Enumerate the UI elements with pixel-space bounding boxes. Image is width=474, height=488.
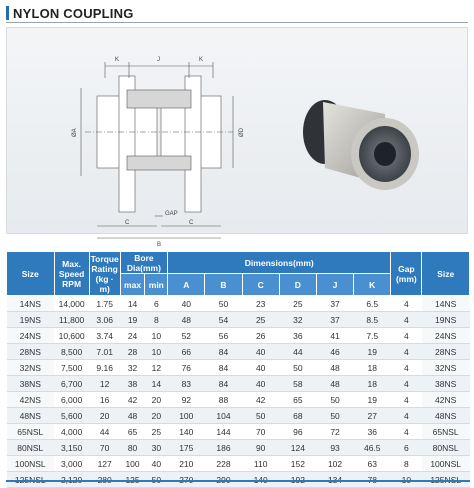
header-size: Size (7, 252, 55, 296)
table-cell: 3.74 (89, 328, 120, 344)
table-cell: 25 (242, 312, 279, 328)
table-cell: 37 (316, 296, 353, 312)
table-cell: 10,600 (54, 328, 89, 344)
subheader-min: min (145, 274, 168, 296)
table-cell: 32 (120, 360, 145, 376)
header-size-right: Size (422, 252, 470, 296)
table-cell: 70 (89, 440, 120, 456)
table-row (7, 456, 470, 472)
table-cell: 3.06 (89, 312, 120, 328)
table-cell: 65NSL (7, 424, 55, 440)
table-cell: 48 (316, 376, 353, 392)
table-cell: 100 (120, 456, 145, 472)
table-cell: 50 (205, 296, 242, 312)
table-cell: 4 (391, 312, 422, 328)
table-cell: 110 (242, 456, 279, 472)
table-cell: 84 (205, 360, 242, 376)
table-cell: 56 (205, 328, 242, 344)
table-cell: 90 (242, 440, 279, 456)
table-cell: 42NS (422, 392, 470, 408)
table-cell: 40 (242, 376, 279, 392)
table-row (7, 392, 470, 408)
table-cell: 48NS (422, 408, 470, 424)
table-cell: 88 (205, 392, 242, 408)
table-row (7, 312, 470, 328)
table-row (7, 408, 470, 424)
dim-label-c-right: C (189, 220, 194, 226)
table-cell: 68 (279, 408, 316, 424)
table-row (7, 344, 470, 360)
table-cell: 4 (391, 344, 422, 360)
table-cell: 44 (89, 424, 120, 440)
table-cell: 80 (120, 440, 145, 456)
table-row (7, 328, 470, 344)
dim-label-c-left: C (125, 220, 130, 226)
table-cell: 26 (242, 328, 279, 344)
table-cell: 4 (391, 328, 422, 344)
table-cell: 175 (168, 440, 205, 456)
table-cell: 92 (168, 392, 205, 408)
table-cell: 27 (354, 408, 391, 424)
table-cell: 48 (168, 312, 205, 328)
table-cell: 40 (145, 456, 168, 472)
table-cell: 48 (316, 360, 353, 376)
table-cell: 4 (391, 408, 422, 424)
table-cell: 72 (316, 424, 353, 440)
table-cell: 58 (279, 376, 316, 392)
table-cell: 37 (316, 312, 353, 328)
table-row (7, 376, 470, 392)
table-cell: 127 (89, 456, 120, 472)
table-cell: 10 (145, 328, 168, 344)
table-cell: 50 (242, 408, 279, 424)
table-cell: 24 (120, 328, 145, 344)
table-cell: 20 (145, 392, 168, 408)
table-cell: 28NS (7, 344, 55, 360)
table-cell: 6 (145, 296, 168, 312)
table-cell: 25 (145, 424, 168, 440)
table-row (7, 296, 470, 312)
table-cell: 8 (391, 456, 422, 472)
table-cell: 8 (145, 312, 168, 328)
table-cell: 42NS (7, 392, 55, 408)
table-cell: 4 (391, 296, 422, 312)
table-cell: 3,000 (54, 456, 89, 472)
table-cell: 41 (316, 328, 353, 344)
table-bottom-rule (6, 480, 470, 482)
table-cell: 63 (354, 456, 391, 472)
table-cell: 100 (168, 408, 205, 424)
subheader-c: C (242, 274, 279, 296)
table-cell: 32 (279, 312, 316, 328)
table-cell: 65NSL (422, 424, 470, 440)
table-cell: 9.16 (89, 360, 120, 376)
table-cell: 65 (279, 392, 316, 408)
table-cell: 38NS (7, 376, 55, 392)
header-dimensions: Dimensions(mm) (168, 252, 391, 274)
table-cell: 25 (279, 296, 316, 312)
table-cell: 32NS (7, 360, 55, 376)
dim-label-d: ØD (239, 128, 245, 137)
table-row (7, 424, 470, 440)
table-cell: 52 (168, 328, 205, 344)
table-cell: 4 (391, 424, 422, 440)
table-cell: 20 (145, 408, 168, 424)
table-cell: 12 (89, 376, 120, 392)
table-cell: 12 (145, 360, 168, 376)
subheader-b: B (205, 274, 242, 296)
table-cell: 19 (120, 312, 145, 328)
table-cell: 14 (120, 296, 145, 312)
table-cell: 100NSL (422, 456, 470, 472)
table-cell: 54 (205, 312, 242, 328)
table-cell: 4 (391, 360, 422, 376)
page-header (6, 4, 134, 22)
header-gap: Gap (mm) (391, 252, 422, 296)
table-cell: 44 (279, 344, 316, 360)
table-cell: 48 (120, 408, 145, 424)
table-cell: 38 (120, 376, 145, 392)
table-cell: 1.75 (89, 296, 120, 312)
table-cell: 66 (168, 344, 205, 360)
table-cell: 32NS (422, 360, 470, 376)
table-cell: 18 (354, 360, 391, 376)
table-cell: 84 (205, 376, 242, 392)
table-cell: 93 (316, 440, 353, 456)
table-cell: 28 (120, 344, 145, 360)
table-row (7, 440, 470, 456)
table-cell: 40 (242, 344, 279, 360)
table-cell: 38NS (422, 376, 470, 392)
table-cell: 20 (89, 408, 120, 424)
table-cell: 11,800 (54, 312, 89, 328)
coupling-technical-drawing (57, 48, 257, 253)
table-body (7, 296, 470, 488)
subheader-d: D (279, 274, 316, 296)
table-cell: 30 (145, 440, 168, 456)
table-cell: 18 (354, 376, 391, 392)
table-cell: 6 (391, 440, 422, 456)
title-divider (6, 22, 468, 23)
table-cell: 186 (205, 440, 242, 456)
table-cell: 28NS (422, 344, 470, 360)
table-cell: 5,600 (54, 408, 89, 424)
dim-label-k-left: K (115, 57, 120, 63)
subheader-j: J (316, 274, 353, 296)
table-cell: 210 (168, 456, 205, 472)
table-cell: 80NSL (7, 440, 55, 456)
table-cell: 24NS (7, 328, 55, 344)
table-cell: 50 (316, 392, 353, 408)
table-cell: 50 (279, 360, 316, 376)
table-cell: 6.5 (354, 296, 391, 312)
table-cell: 7,500 (54, 360, 89, 376)
table-cell: 100NSL (7, 456, 55, 472)
table-cell: 140 (168, 424, 205, 440)
table-cell: 14NS (422, 296, 470, 312)
table-cell: 46 (316, 344, 353, 360)
table-cell: 42 (242, 392, 279, 408)
table-cell: 84 (205, 344, 242, 360)
table-cell: 152 (279, 456, 316, 472)
table-cell: 65 (120, 424, 145, 440)
table-cell: 83 (168, 376, 205, 392)
coupling-product-photo (293, 84, 423, 204)
table-cell: 19NS (422, 312, 470, 328)
table-cell: 6,000 (54, 392, 89, 408)
header-max-speed: Max. Speed RPM (54, 252, 89, 296)
table-cell: 36 (354, 424, 391, 440)
table-cell: 48NS (7, 408, 55, 424)
table-cell: 19 (354, 392, 391, 408)
table-cell: 50 (316, 408, 353, 424)
header-torque: Torque Rating (kg · m) (90, 253, 119, 294)
table-cell: 19NS (7, 312, 55, 328)
table-cell: 14 (145, 376, 168, 392)
product-figure (6, 27, 468, 248)
table-cell: 228 (205, 456, 242, 472)
table-cell: 3,150 (54, 440, 89, 456)
table-cell: 14NS (7, 296, 55, 312)
table-cell: 76 (168, 360, 205, 376)
dim-label-gap: GAP (165, 211, 178, 217)
table-cell: 16 (89, 392, 120, 408)
table-cell: 144 (205, 424, 242, 440)
table-cell: 4,000 (54, 424, 89, 440)
table-header-row (7, 252, 470, 274)
table-cell: 4 (391, 376, 422, 392)
table-cell: 7.01 (89, 344, 120, 360)
table-cell: 7.5 (354, 328, 391, 344)
table-cell: 36 (279, 328, 316, 344)
table-cell: 23 (242, 296, 279, 312)
table-cell: 70 (242, 424, 279, 440)
table-cell: 124 (279, 440, 316, 456)
table-cell: 6,700 (54, 376, 89, 392)
table-cell: 104 (205, 408, 242, 424)
table-cell: 40 (168, 296, 205, 312)
table-cell: 96 (279, 424, 316, 440)
title-accent-bar (6, 6, 9, 20)
table-cell: 24NS (422, 328, 470, 344)
page-title: NYLON COUPLING (13, 5, 134, 21)
table-cell: 80NSL (422, 440, 470, 456)
table-cell: 42 (120, 392, 145, 408)
header-bore-dia: Bore Dia(mm) (120, 252, 168, 274)
coupling-spec-table (6, 251, 470, 488)
dim-label-j: J (157, 57, 160, 63)
table-cell: 46.5 (354, 440, 391, 456)
table-cell: 4 (391, 392, 422, 408)
table-cell: 8,500 (54, 344, 89, 360)
table-row (7, 360, 470, 376)
table-cell: 10 (145, 344, 168, 360)
table-cell: 40 (242, 360, 279, 376)
dim-label-k-right: K (199, 57, 204, 63)
table-cell: 14,000 (54, 296, 89, 312)
subheader-max: max (120, 274, 145, 296)
table-cell: 8.5 (354, 312, 391, 328)
table-cell: 19 (354, 344, 391, 360)
subheader-k: K (354, 274, 391, 296)
dim-label-b: B (157, 242, 162, 248)
dim-label-a: ØA (72, 128, 78, 137)
subheader-a: A (168, 274, 205, 296)
table-cell: 102 (316, 456, 353, 472)
